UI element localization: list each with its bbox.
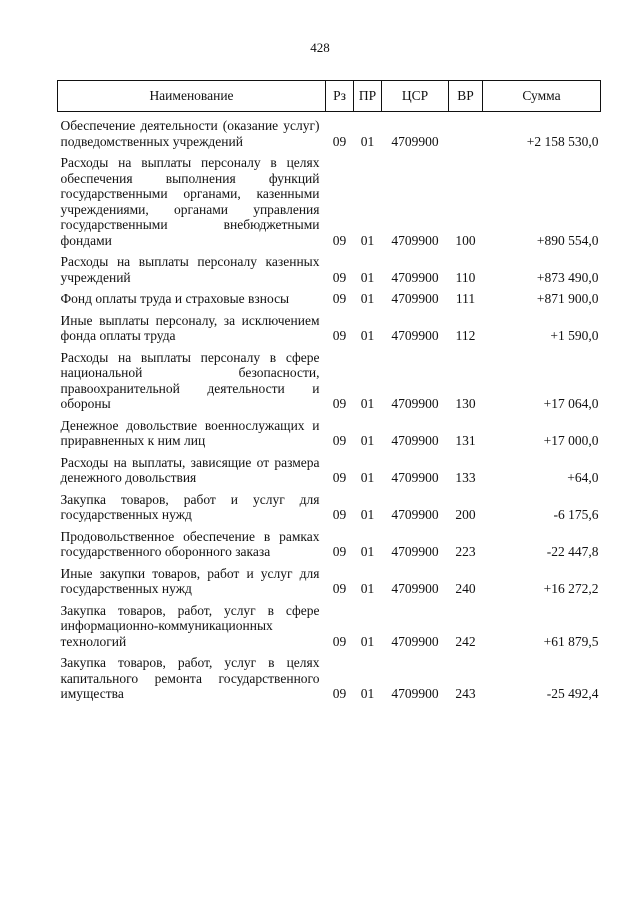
row-name: Расходы на выплаты персоналу казенных учреждений <box>60 254 320 285</box>
row-name: Фонд оплаты труда и страховые взносы <box>60 291 290 306</box>
row-rz: 09 <box>332 269 347 285</box>
row-csr: 4709900 <box>391 269 439 285</box>
row-vr: 100 <box>455 232 476 248</box>
table-row <box>58 291 601 313</box>
row-name: Иные выплаты персоналу, за исключением фонда оплаты труда <box>60 312 320 343</box>
row-rz: 09 <box>332 470 347 485</box>
row-pr: 01 <box>360 133 375 149</box>
row-pr: 01 <box>360 232 375 248</box>
table-row <box>58 112 601 156</box>
row-pr: 01 <box>360 507 375 522</box>
table-row <box>58 350 601 418</box>
page-number: 428 <box>310 40 330 55</box>
row-pr: 01 <box>360 291 375 306</box>
table-row <box>58 455 601 492</box>
row-name: Закупка товаров, работ и услуг для государственных нужд <box>60 491 320 522</box>
table-row <box>58 418 601 455</box>
row-rz: 09 <box>332 633 347 649</box>
row-pr: 01 <box>360 269 375 285</box>
row-name: Закупка товаров, работ, услуг в целях капитального ремонта государственного имущества <box>60 655 320 701</box>
table-header <box>58 81 601 112</box>
row-csr: 4709900 <box>391 396 439 411</box>
table-row <box>58 492 601 529</box>
row-pr: 01 <box>360 433 375 448</box>
row-vr: 223 <box>455 544 476 559</box>
row-pr: 01 <box>360 633 375 649</box>
row-csr: 4709900 <box>391 581 439 596</box>
table-row <box>58 603 601 656</box>
table-body <box>58 112 601 708</box>
header-rz: Рз <box>326 81 354 112</box>
row-sum: -6 175,6 <box>553 507 599 522</box>
row-rz: 09 <box>332 328 347 343</box>
row-vr: 240 <box>455 581 476 596</box>
row-csr: 4709900 <box>391 232 439 248</box>
row-vr: 131 <box>455 433 476 448</box>
row-rz: 09 <box>332 232 347 248</box>
row-csr: 4709900 <box>391 291 439 306</box>
row-pr: 01 <box>360 328 375 343</box>
header-sum: Сумма <box>483 81 601 112</box>
row-csr: 4709900 <box>391 544 439 559</box>
header-csr: ЦСР <box>382 81 449 112</box>
row-rz: 09 <box>332 291 347 306</box>
row-sum: -25 492,4 <box>546 686 599 701</box>
row-rz: 09 <box>332 133 347 149</box>
row-vr: 200 <box>455 507 476 522</box>
table-row <box>58 313 601 350</box>
row-vr: 242 <box>455 633 476 649</box>
row-rz: 09 <box>332 433 347 448</box>
row-pr: 01 <box>360 470 375 485</box>
row-sum: +16 272,2 <box>543 581 599 596</box>
row-sum: -22 447,8 <box>546 544 599 559</box>
row-vr: 112 <box>455 328 476 343</box>
table-row <box>58 155 601 254</box>
row-csr: 4709900 <box>391 470 439 485</box>
row-csr: 4709900 <box>391 507 439 522</box>
row-name: Иные закупки товаров, работ и услуг для государственных нужд <box>60 565 320 596</box>
row-name: Расходы на выплаты персоналу в сфере национальной безопасности, правоохранительной деятельности и обороны <box>60 349 320 411</box>
row-pr: 01 <box>360 581 375 596</box>
row-sum: +873 490,0 <box>536 269 599 285</box>
row-csr: 4709900 <box>391 633 439 649</box>
row-vr <box>449 112 483 156</box>
table-row <box>58 254 601 291</box>
budget-table <box>57 80 601 708</box>
row-sum: +2 158 530,0 <box>526 133 599 149</box>
row-sum: +17 064,0 <box>543 396 599 411</box>
row-name: Расходы на выплаты персоналу в целях обеспечения выполнения функций государственными органами, казенными учреждениями, органами управления государственными внебюджетными фондами <box>60 155 320 248</box>
header-name: Наименование <box>58 81 326 112</box>
row-sum: +17 000,0 <box>543 433 599 448</box>
row-rz: 09 <box>332 396 347 411</box>
row-pr: 01 <box>360 544 375 559</box>
row-pr: 01 <box>360 686 375 701</box>
row-sum: +890 554,0 <box>536 232 599 248</box>
header-pr: ПР <box>354 81 382 112</box>
table-row <box>58 655 601 708</box>
row-pr: 01 <box>360 396 375 411</box>
row-rz: 09 <box>332 507 347 522</box>
row-vr: 110 <box>455 269 476 285</box>
row-sum: +1 590,0 <box>550 328 599 343</box>
row-vr: 111 <box>455 291 476 306</box>
row-vr: 133 <box>455 470 476 485</box>
row-name: Закупка товаров, работ, услуг в сфере информационно-коммуникационных технологий <box>60 602 320 649</box>
row-csr: 4709900 <box>391 433 439 448</box>
header-vr: ВР <box>449 81 483 112</box>
row-sum: +871 900,0 <box>536 291 599 306</box>
row-vr: 130 <box>455 396 476 411</box>
table-row <box>58 529 601 566</box>
row-name: Продовольственное обеспечение в рамках государственного оборонного заказа <box>60 528 320 559</box>
table-row <box>58 566 601 603</box>
row-rz: 09 <box>332 544 347 559</box>
row-sum: +61 879,5 <box>543 633 599 649</box>
row-csr: 4709900 <box>391 133 439 149</box>
row-vr: 243 <box>455 686 476 701</box>
row-name: Денежное довольствие военнослужащих и приравненных к ним лиц <box>60 417 320 448</box>
row-rz: 09 <box>332 686 347 701</box>
row-name: Расходы на выплаты, зависящие от размера денежного довольствия <box>60 454 320 485</box>
row-csr: 4709900 <box>391 328 439 343</box>
row-sum: +64,0 <box>567 470 599 485</box>
row-rz: 09 <box>332 581 347 596</box>
row-csr: 4709900 <box>391 686 439 701</box>
row-name: Обеспечение деятельности (оказание услуг) подведомственных учреждений <box>60 118 320 149</box>
